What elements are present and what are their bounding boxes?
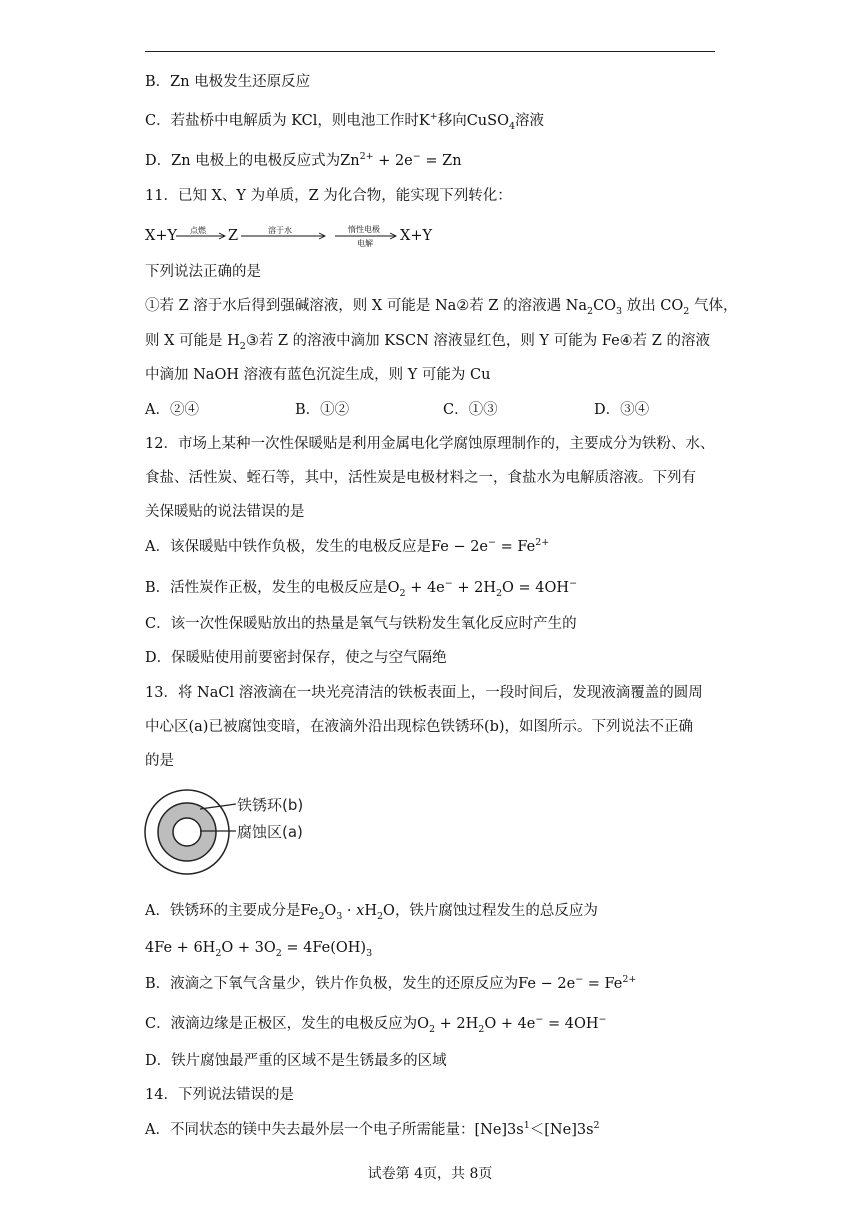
q13-option-a: A．铁锈环的主要成分是$Fe_2O_3 \cdot xH_2O$，铁片腐蚀过程发生的总反应为 [145, 903, 598, 922]
q12-option-a: A．该保暖贴中铁作负极，发生的电极反应是$Fe - 2e^- = Fe^{2+}$ [145, 537, 550, 555]
q14-option-a: A．不同状态的镁中失去最外层一个电子所需能量：$[Ne]3s^1<[Ne]3s^2$ [145, 1120, 600, 1138]
scheme-cond-dissolve: 溶于水 [268, 226, 292, 235]
q13-stem-line-2: 中心区(a)已被腐蚀变暗，在液滴外沿出现棕色铁锈环(b)，如图所示。下列说法不正确 [145, 719, 694, 735]
q11-statement-line-3: 中滴加 NaOH 溶液有蓝色沉淀生成，则 Y 可能为 Cu [145, 367, 491, 383]
q11-options [145, 400, 649, 420]
q12-stem-line-3: 关保暖贴的说法错误的是 [145, 504, 305, 520]
q14-stem: 14．下列说法错误的是 [145, 1087, 294, 1103]
scheme-cond-ignite: 点燃 [190, 226, 206, 235]
q13-option-d: D．铁片腐蚀最严重的区域不是生锈最多的区域 [145, 1053, 447, 1069]
label-corrosion-zone: 腐蚀区(a) [237, 823, 303, 841]
q11-option-b: B．①② [295, 402, 350, 418]
q13-option-b: B．液滴之下氧气含量少，铁片作负极，发生的还原反应为$Fe - 2e^- = Fe^{2+}$ [145, 974, 637, 992]
label-rust-ring: 铁锈环(b) [237, 796, 304, 814]
scheme-cond-electrode: 惰性电极 [348, 225, 380, 234]
q13-option-a-equation: $4Fe + 6H_2O + 3O_2 = 4Fe(OH)_3$ [145, 940, 373, 959]
q10-option-c: C．若盐桥中电解质为 KCl，则电池工作时K+移向CuSO$_4$溶液 [145, 111, 545, 132]
header-rule [145, 51, 715, 52]
page-footer: 试卷第 4页，共 8页 [367, 1166, 493, 1182]
q12-stem-line-1: 12．市场上某种一次性保暖贴是利用金属电化学腐蚀原理制作的，主要成分为铁粉、水、 [145, 436, 715, 452]
corrosion-figure [140, 786, 340, 881]
q12-option-b: B．活性炭作正极，发生的电极反应是$O_2 + 4e^- + 2H_2O = 4OH^-$ [145, 578, 578, 599]
q10-option-b: B．Zn 电极发生还原反应 [145, 74, 311, 90]
corrosion-zone-circle [173, 818, 201, 846]
q11-option-d: D．③④ [594, 402, 650, 418]
q10-option-d: D．Zn 电极上的电极反应式为$Zn^{2+} + 2e^- = Zn$ [145, 151, 462, 169]
q11-option-a: A．②④ [145, 402, 199, 418]
q12-stem-line-2: 食盐、活性炭、蛭石等，其中，活性炭是电极材料之一，食盐水为电解质溶液。下列有 [145, 470, 696, 486]
q11-stem: 11．已知 X、Y 为单质，Z 为化合物，能实现下列转化： [145, 188, 512, 204]
q11-prompt: 下列说法正确的是 [145, 264, 261, 280]
q11-statement-line-2: 则 X 可能是 $H_2③$若 Z 的溶液中滴加 KSCN 溶液显红色，则 Y 可能为 Fe④若 Z 的溶液 [145, 333, 710, 352]
q11-conversion-scheme [145, 224, 465, 252]
scheme-cond-electrolysis: 电解 [357, 239, 373, 248]
q12-option-d: D．保暖贴使用前要密封保存，使之与空气隔绝 [145, 650, 447, 666]
scheme-end: X+Y [400, 228, 433, 244]
scheme-mid: Z [228, 228, 239, 244]
q13-option-c: C．液滴边缘是正极区，发生的电极反应为$O_2 + 2H_2O + 4e^- = 4OH^-$ [145, 1014, 607, 1035]
q13-stem-line-3: 的是 [145, 753, 174, 769]
scheme-start: X+Y [145, 228, 178, 244]
q11-statement-line-1: ①若 Z 溶于水后得到强碱溶液，则 X 可能是 Na②若 Z 的溶液遇 $Na_2CO_3$ 放出 $CO_2$ 气体， [145, 298, 738, 317]
q13-stem-line-1: 13．将 NaCl 溶液滴在一块光亮清洁的铁板表面上，一段时间后，发现液滴覆盖的圆周 [145, 685, 703, 701]
q12-option-c: C．该一次性保暖贴放出的热量是氧气与铁粉发生氧化反应时产生的 [145, 616, 577, 632]
q11-option-c: C．①③ [443, 402, 498, 418]
